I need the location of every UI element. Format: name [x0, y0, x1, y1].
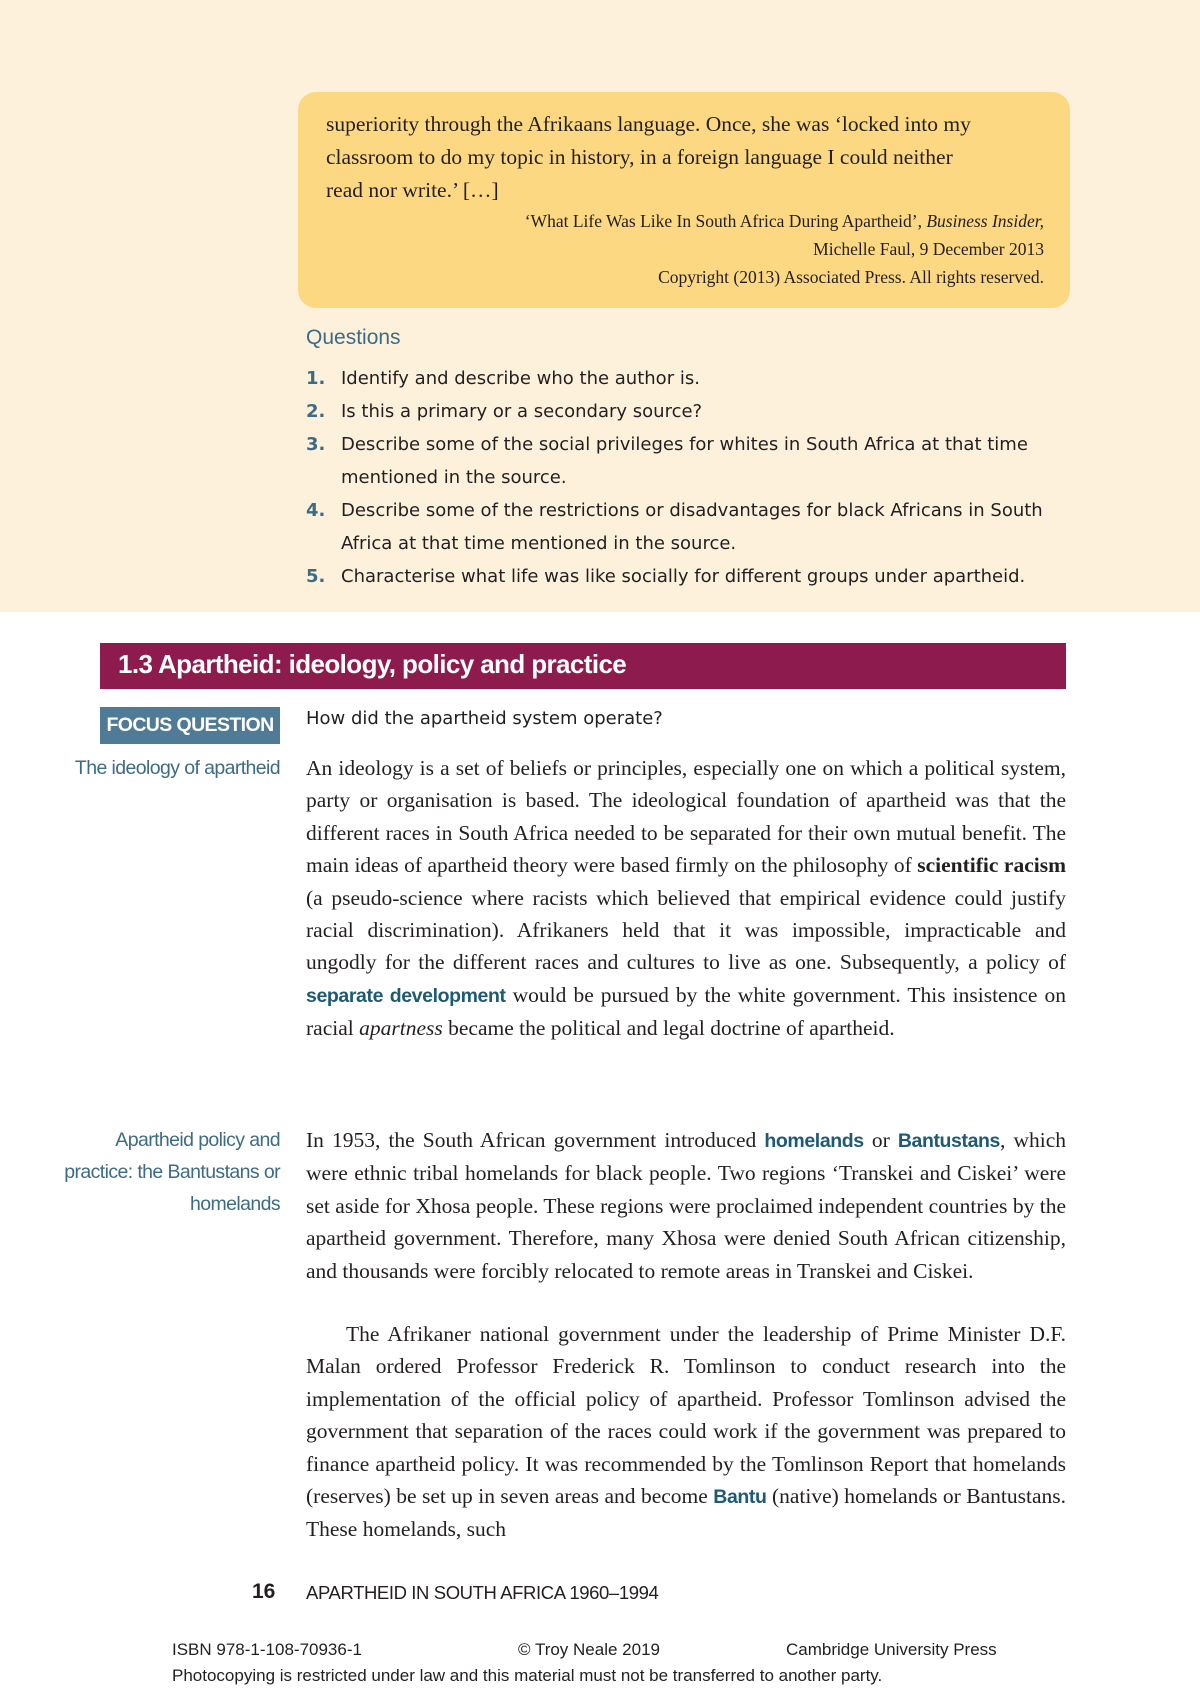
question-text: Describe some of the restrictions or disadvantages for black Africans in South Africa at that time mentioned in the source. [341, 500, 1043, 554]
question-number: 3. [306, 434, 326, 455]
citation-publication: Business Insider, [926, 211, 1044, 231]
question-item [306, 395, 1066, 428]
questions-heading: Questions [306, 326, 401, 349]
page-number: 16 [252, 1580, 276, 1603]
question-item [306, 428, 1066, 494]
paragraph-homelands [306, 1124, 1066, 1287]
quote-line: superiority through the Afrikaans language. Once, she was ‘locked into my [326, 112, 971, 136]
italic-term: apartness [359, 1016, 443, 1041]
section-heading-bar [100, 643, 1066, 689]
text-run: (a pseudo-science where racists which believed that empirical evidence could justify racial discrimination). Afrikaners held that it was impossible, impracticable and ungodly for the different races and cultures to live as one. Subsequently, a policy of [306, 885, 1066, 975]
side-heading-ideology: The ideology of apartheid [74, 757, 280, 779]
footer-isbn: ISBN 978-1-108-70936-1 [172, 1640, 362, 1659]
footer-publisher: Cambridge University Press [786, 1640, 997, 1659]
question-number: 5. [306, 566, 326, 587]
focus-question-label: FOCUS QUESTION [100, 707, 280, 744]
text-run: or [863, 1128, 898, 1152]
text-run: An ideology is a set of beliefs or principles, especially one on which a political system, party or organisation is based. The ideological foundation of apartheid was that the different races in South Africa needed to be separated for their own mutual benefit. The main ideas of apartheid theory were based firmly on the philosophy of [306, 756, 1066, 878]
source-citation [326, 207, 1044, 291]
question-item [306, 560, 1066, 593]
text-run: became the political and legal doctrine of apartheid. [442, 1016, 895, 1041]
text-run: The Afrikaner national government under the leadership of Prime Minister D.F. Malan ordered Professor Frederick R. Tomlinson to conduct research into the implementation of the official policy of apartheid. Professor Tomlinson advised the government that separation of the races could work if the government was prepared to finance apartheid policy. It was recommended by the Tomlinson Report that homelands (reserves) be set up in seven areas and become [306, 1322, 1066, 1509]
text-run: In 1953, the South African government introduced [306, 1128, 765, 1152]
citation-copyright: Copyright (2013) Associated Press. All rights reserved. [658, 267, 1044, 287]
question-text: Describe some of the social privileges for whites in South Africa at that time mentioned in the source. [341, 434, 1028, 488]
glossary-term: separate development [306, 984, 506, 1007]
footer-notice: Photocopying is restricted under law and this material must not be transferred to another party. [172, 1666, 883, 1685]
question-item [306, 494, 1066, 560]
section-title: 1.3 Apartheid: ideology, policy and practice [118, 649, 627, 679]
text-run: , which were ethnic tribal homelands for black people. Two regions ‘Transkei and Ciskei’ were set aside for Xhosa people. These regions were proclaimed independent countries by the apartheid government. Therefore, many Xhosa were denied South African citizenship, and thousands were forcibly relocated to remote areas in Transkei and Ciskei. [306, 1128, 1066, 1283]
text-run: would be pursued by the white government. This insistence on racial [306, 982, 1066, 1041]
question-text: Characterise what life was like socially for different groups under apartheid. [341, 566, 1026, 587]
question-text: Is this a primary or a secondary source? [341, 401, 703, 422]
focus-question-text: How did the apartheid system operate? [306, 708, 663, 729]
glossary-term: Bantustans [897, 1130, 1000, 1152]
paragraph-tomlinson [306, 1318, 1066, 1546]
running-head: APARTHEID IN SOUTH AFRICA 1960–1994 [306, 1582, 659, 1603]
quote-line: read nor write.’ […] [326, 178, 499, 202]
questions-list [306, 362, 1066, 593]
quote-line: classroom to do my topic in history, in a foreign language I could neither [326, 145, 953, 169]
glossary-term: Bantu [713, 1486, 767, 1509]
question-item [306, 362, 1066, 395]
glossary-term: homelands [764, 1130, 864, 1152]
question-text: Identify and describe who the author is. [341, 368, 700, 389]
footer-copyright: © Troy Neale 2019 [518, 1640, 660, 1659]
citation-author-date: Michelle Faul, 9 December 2013 [813, 239, 1044, 259]
paragraph-ideology [306, 752, 1066, 1045]
question-number: 1. [306, 368, 326, 389]
key-term: scientific racism [917, 853, 1066, 878]
text-run: (native) homelands or Bantustans. These homelands, such [306, 1484, 1066, 1542]
source-extract-box [298, 92, 1070, 308]
side-heading-policy: Apartheid policy and practice: the Bantustans or homelands [64, 1129, 280, 1215]
citation-title: ‘What Life Was Like In South Africa During Apartheid’, [524, 211, 922, 231]
source-activity-panel [0, 0, 1200, 612]
question-number: 4. [306, 500, 326, 521]
source-quote [326, 108, 1044, 207]
question-number: 2. [306, 401, 326, 422]
